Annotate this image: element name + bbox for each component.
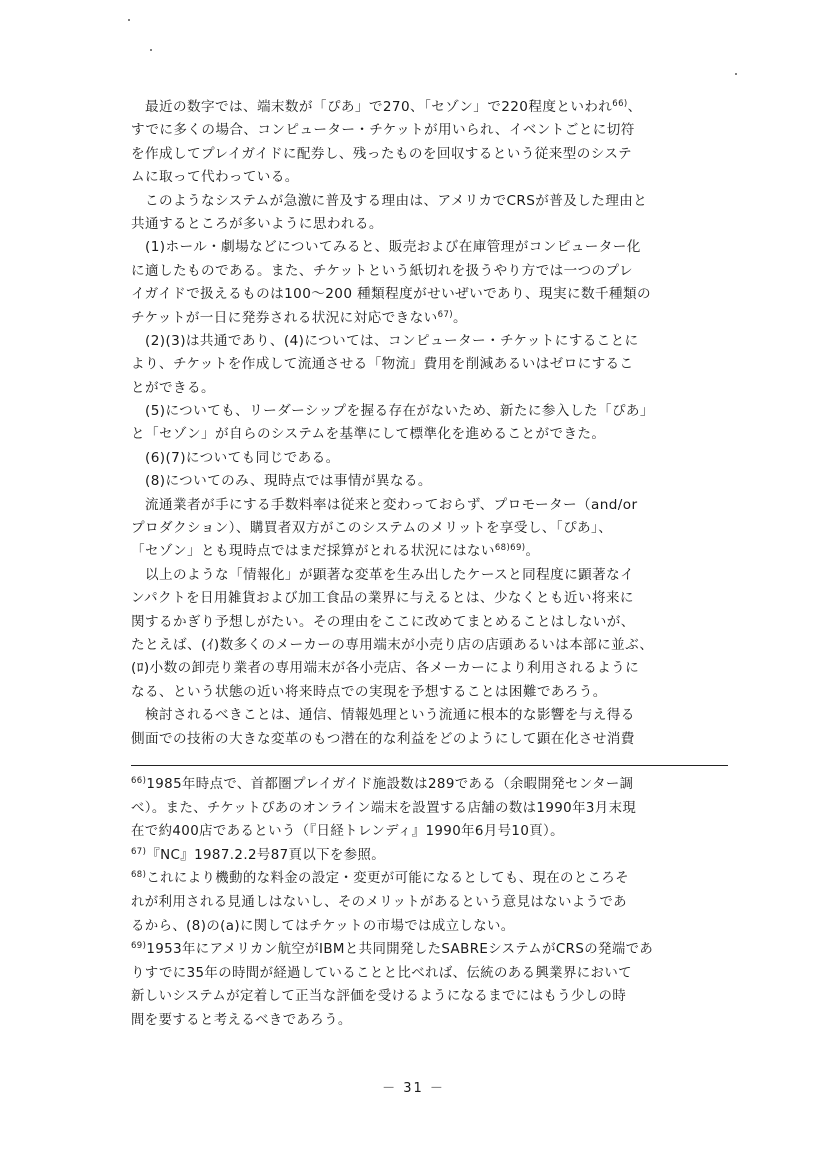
body-line [131, 447, 731, 470]
body-line-text: 側面での技術の大きな変革のもつ潜在的な利益をどのようにして顕在化させ消費 [131, 730, 635, 747]
body-line-text: このようなシステムが急激に普及する理由は、アメリカでCRSが普及した理由と [131, 192, 648, 209]
body-line-text: 「セゾン」とも現時点ではまだ採算がとれる状況にはない [131, 543, 495, 560]
body-line [131, 283, 731, 306]
footnote-line [131, 844, 731, 868]
body-line [131, 213, 731, 236]
body-line [131, 611, 731, 634]
body-line-text: (6)(7)についても同じである。 [131, 449, 340, 466]
footnote-number: 66) [131, 776, 147, 786]
page-number: － 31 － [382, 1081, 445, 1096]
body-line [131, 119, 731, 142]
footnote-text: これにより機動的な料金の設定・変更が可能になるとしても、現在のところそ [146, 871, 630, 887]
body-line [131, 681, 731, 704]
main-body-text [131, 96, 731, 751]
body-line [131, 657, 731, 680]
body-line-text: とができる。 [131, 379, 215, 396]
footnote-line [131, 820, 731, 844]
body-line [131, 517, 731, 540]
footnote-line [131, 915, 731, 939]
footnote-reference: 66) [612, 99, 628, 109]
body-line-text: に適したものである。また、チケットという紙切れを扱うやり方では一つのプレ [131, 262, 634, 279]
body-line [131, 166, 731, 189]
body-line-text: なる、という状態の近い将来時点での実現を予想することは困難であろう。 [131, 683, 607, 700]
footnote-number: 67) [131, 846, 147, 857]
body-line [131, 634, 731, 657]
body-line [131, 704, 731, 727]
footnote-text: べ）。また、チケットぴあのオンライン端末を設置する店舗の数は1990年3月末現 [131, 800, 637, 816]
body-line-text: ンパクトを日用雑貨および加工食品の業界に与えるとは、少なくとも近い将来に [131, 590, 634, 607]
scan-speck [150, 49, 152, 51]
footnote-line [131, 938, 731, 962]
body-line-text: (8)についてのみ、現時点では事情が異なる。 [131, 473, 432, 490]
body-line-text: 以上のような「情報化」が顕著な変革を生み出したケースと同程度に顕著なイ [131, 566, 635, 583]
footnote-number: 69) [131, 941, 147, 952]
body-line-text: と「セゾン」が自らのシステムを基準にして標準化を進めることができた。 [131, 426, 606, 443]
body-line-text: ムに取って代わっている。 [131, 169, 299, 186]
body-line-text: 検討されるべきことは、通信、情報処理という流通に根本的な影響を与え得る [131, 707, 635, 724]
footnotes [131, 773, 731, 1033]
body-line [131, 728, 731, 751]
scan-speck [735, 73, 737, 75]
footnote-line [131, 962, 731, 986]
body-line [131, 400, 731, 423]
footnote-number: 68) [131, 870, 147, 881]
body-line-punctuation: 。 [525, 543, 540, 560]
body-line [131, 330, 731, 353]
footnote-line [131, 867, 731, 891]
body-line-text: (ﾛ)小数の卸売り業者の専用端末が各小売店、各メーカーにより利用されるように [131, 660, 640, 677]
body-line [131, 470, 731, 493]
footnote-line [131, 797, 731, 821]
body-line-text: 流通業者が手にする手数料率は従来と変わっておらず、プロモーター（and/or [131, 496, 638, 513]
body-line-text: すでに多くの場合、コンピューター・チケットが用いられ、イベントごとに切符 [131, 122, 635, 139]
body-line [131, 143, 731, 166]
footnote-text: りすでに35年の時間が経過していることと比べれば、伝統のある興業界において [131, 965, 632, 981]
footnote-separator [131, 765, 728, 766]
body-line-text: を作成してプレイガイドに配券し、残ったものを回収するという従来型のシステ [131, 145, 633, 162]
body-line [131, 353, 731, 376]
body-line-text: (5)についても、リーダーシップを握る存在がないため、新たに参入した「ぴあ」 [131, 403, 654, 420]
body-line-text: より、チケットを作成して流通させる「物流」費用を削減あるいはゼロにするこ [131, 356, 634, 373]
footnote-line [131, 985, 731, 1009]
footnote-reference: 68)69) [494, 543, 526, 554]
footnote-text: 『NC』1987.2.2号87頁以下を参照。 [146, 847, 386, 863]
footnote-text: 1985年時点で、首都圏プレイガイド施設数は289である（余暇開発センター調 [146, 777, 634, 792]
footnote-text: るから、(8)の(a)に関してはチケットの市場では成立しない。 [131, 918, 515, 934]
body-line-text: たとえば、(ｲ)数多くのメーカーの専用端末が小売り店の店頭あるいは本部に並ぶ、 [131, 636, 654, 653]
footnote-line [131, 891, 731, 915]
body-line [131, 540, 731, 563]
body-line-text: 関するかぎり予想しがたい。その理由をここに改めてまとめることはしないが、 [131, 613, 635, 630]
body-line-text: (1)ホール・劇場などについてみると、販売および在庫管理がコンピューター化 [131, 239, 641, 256]
footnote-line [131, 1009, 731, 1033]
body-line [131, 494, 731, 517]
footnote-text: れが利用される見通しはないし、そのメリットがあるという意見はないようであ [131, 894, 627, 910]
body-line-punctuation: 。 [452, 309, 467, 326]
body-line-text: (2)(3)は共通であり、(4)については、コンピューター・チケットにすることに [131, 332, 639, 349]
body-line [131, 96, 731, 119]
body-line [131, 377, 731, 400]
body-line [131, 190, 731, 213]
footnote-line [131, 773, 731, 797]
body-line [131, 587, 731, 610]
body-line-text: 最近の数字では、端末数が「ぴあ」で270、「セゾン」で220程度といわれ [131, 99, 613, 115]
body-line-text: イガイドで扱えるものは100～200 種類程度がせいぜいであり、現実に数千種類の [131, 286, 651, 303]
scan-speck [128, 19, 130, 21]
footnote-reference: 67) [437, 309, 453, 320]
footnote-text: 在で約400店であるという（『日経トレンディ』1990年6月号10頁）。 [131, 824, 564, 840]
body-line-punctuation: 、 [627, 99, 642, 115]
body-line [131, 307, 731, 330]
body-line [131, 564, 731, 587]
body-line-text: プロダクション）、購買者双方がこのシステムのメリットを享受し、「ぴあ」、 [131, 520, 613, 537]
footnote-text: 新しいシステムが定着して正当な評価を受けるようになるまでにはもう少しの時 [131, 989, 627, 1005]
body-line [131, 423, 731, 446]
body-line-text: チケットが一日に発券される状況に対応できない [131, 309, 438, 326]
footnote-text: 1953年にアメリカン航空がIBMと共同開発したSABREシステムがCRSの発端であ [146, 942, 654, 958]
body-line [131, 260, 731, 283]
body-line-text: 共通するところが多いように思われる。 [131, 215, 383, 232]
footnote-text: 間を要すると考えるべきであろう。 [131, 1012, 352, 1028]
body-line [131, 236, 731, 259]
